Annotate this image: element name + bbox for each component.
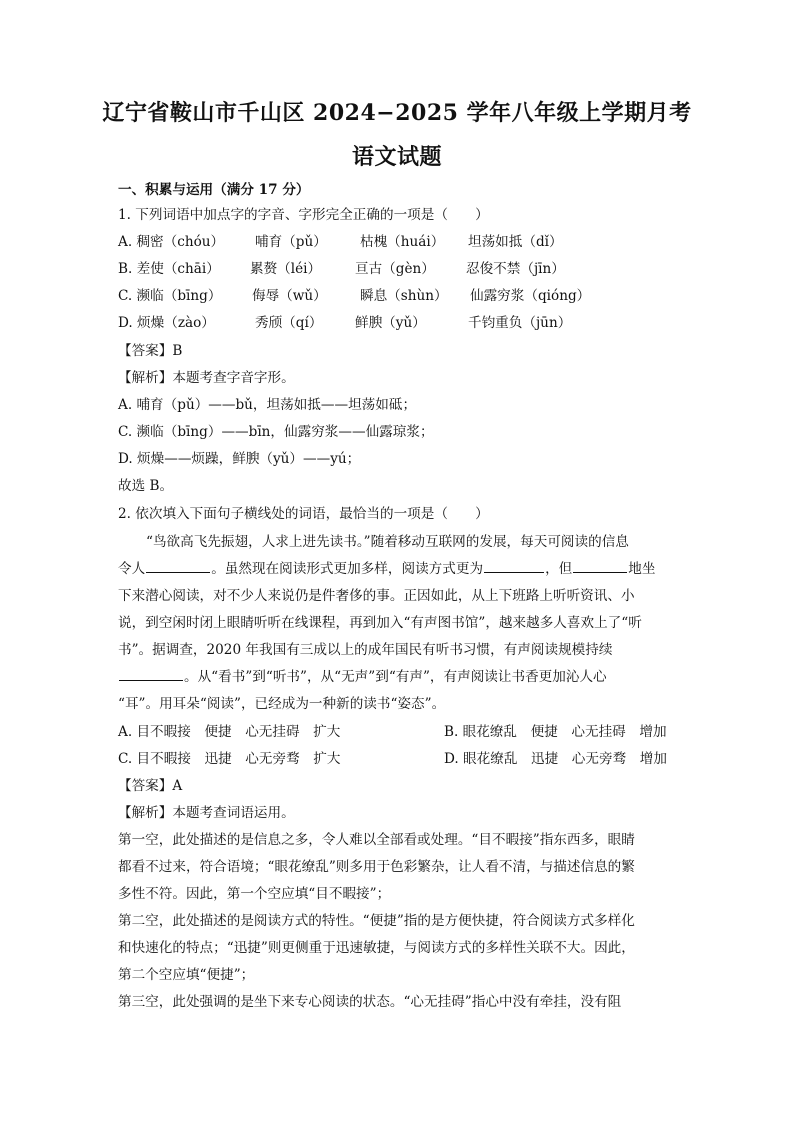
q1-analysis-line: 故选 B。 <box>118 478 174 494</box>
q2-text: 地坐 <box>628 561 656 577</box>
q1-analysis-line: 【解析】本题考查字音字形。 <box>118 370 295 386</box>
q2-paragraph-line: 书”。据调查，2020 年我国有三成以上的成年国民有听书习惯，有声阅读规模持续 <box>118 642 613 658</box>
q1-option-d-3: 鲜腴（yǔ） <box>355 315 426 331</box>
q2-option-a: A. 目不暇接 便捷 心无挂碍 扩大 <box>118 724 341 740</box>
q2-analysis-line: 第三空，此处强调的是坐下来专心阅读的状态。“心无挂碍”指心中没有牵挂，没有阻 <box>118 994 622 1010</box>
q2-answer: 【答案】A <box>118 778 183 794</box>
q2-text: 。虽然现在阅读形式更加多样，阅读方式更为 <box>211 561 484 577</box>
q2-option-b: B. 眼花缭乱 便捷 心无挂碍 增加 <box>444 724 667 740</box>
q2-analysis-line: 第二个空应填“便捷”； <box>118 967 255 983</box>
q2-paragraph-line <box>118 668 607 686</box>
q1-analysis-line: D. 烦燥——烦躁，鲜腴（yǔ）——yú； <box>118 451 361 467</box>
q2-paragraph-line <box>118 560 655 578</box>
q2-analysis-line: 第一空，此处描述的是信息之多，令人难以全部看或处理。“目不暇接”指东西多，眼睛 <box>118 832 635 848</box>
q2-paragraph-line: 下来潜心阅读，对不少人来说仍是件奢侈的事。正因如此，从上下班路上听听资讯、小 <box>118 588 635 604</box>
q2-analysis-line: 和快速化的特点；“迅捷”则更侧重于迅速敏捷，与阅读方式的多样性关联不大。因此， <box>118 940 635 956</box>
q1-option-b-4: 忍俊不禁（jīn） <box>466 261 565 277</box>
document-subtitle: 语文试题 <box>351 144 442 170</box>
q2-paragraph-line: “耳”。用耳朵“阅读”，已经成为一种新的读书“姿态”。 <box>118 696 446 712</box>
q1-option-c-3: 瞬息（shùn） <box>360 288 448 304</box>
q2-analysis-line: 多性不符。因此，第一个空应填“目不暇接”； <box>118 886 391 902</box>
section-heading: 一、积累与运用（满分 17 分） <box>118 182 310 198</box>
fill-blank <box>573 560 627 573</box>
q1-option-a-4: 坦荡如抵（dǐ） <box>468 234 563 250</box>
q2-analysis-line: 【解析】本题考查词语运用。 <box>118 805 295 821</box>
question-2-stem: 2. 依次填入下面句子横线处的词语，最恰当的一项是（ ） <box>118 506 489 522</box>
q2-text: 令人 <box>118 561 146 577</box>
q1-option-a-1: A. 稠密（chóu） <box>118 234 225 250</box>
q1-option-d-2: 秀颀（qí） <box>255 315 323 331</box>
fill-blank <box>119 668 183 681</box>
q1-option-c-1: C. 濒临（bīng） <box>118 288 222 304</box>
q1-option-c-2: 侮辱（wǔ） <box>252 288 327 304</box>
q1-analysis-line: A. 哺育（pǔ）——bǔ，坦荡如抵——坦荡如砥； <box>118 397 417 413</box>
q2-paragraph-line: 说，到空闲时闭上眼睛听听在线课程，再到加入“有声图书馆”，越来越多人喜欢上了“听 <box>118 615 642 631</box>
q1-option-d-4: 千钧重负（jūn） <box>468 315 572 331</box>
q1-option-a-3: 枯槐（huái） <box>360 234 445 250</box>
q2-text: ，但 <box>545 561 573 577</box>
fill-blank <box>484 560 544 573</box>
q1-option-b-1: B. 差使（chāi） <box>118 261 220 277</box>
question-1-stem: 1. 下列词语中加点字的字音、字形完全正确的一项是（ ） <box>118 207 489 223</box>
q1-option-b-2: 累赘（léi） <box>250 261 322 277</box>
q2-text: 。从“看书”到“听书”，从“无声”到“有声”，有声阅读让书香更加沁人心 <box>184 669 607 685</box>
document-title: 辽宁省鞍山市千山区 2024−2025 学年八年级上学期月考 <box>102 100 692 126</box>
q1-option-b-3: 亘古（gèn） <box>355 261 435 277</box>
q2-analysis-line: 第二空，此处描述的是阅读方式的特性。“便捷”指的是方便快捷，符合阅读方式多样化 <box>118 913 635 929</box>
fill-blank <box>146 560 210 573</box>
q2-option-c: C. 目不暇接 迅捷 心无旁骛 扩大 <box>118 751 341 767</box>
q1-answer: 【答案】B <box>118 343 183 359</box>
q1-option-c-4: 仙露穷浆（qióng） <box>470 288 591 304</box>
q2-analysis-line: 都看不过来，符合语境；“眼花缭乱”则多用于色彩繁杂，让人看不清，与描述信息的繁 <box>118 859 635 875</box>
q2-option-d: D. 眼花缭乱 迅捷 心无旁骛 增加 <box>444 751 667 767</box>
q1-analysis-line: C. 濒临（bīng）——bīn，仙露穷浆——仙露琼浆； <box>118 424 434 440</box>
q1-option-d-1: D. 烦燥（zào） <box>118 315 215 331</box>
q1-option-a-2: 哺育（pǔ） <box>255 234 327 250</box>
q2-paragraph-line: “鸟欲高飞先振翅，人求上进先读书。”随着移动互联网的发展，每天可阅读的信息 <box>146 534 629 550</box>
